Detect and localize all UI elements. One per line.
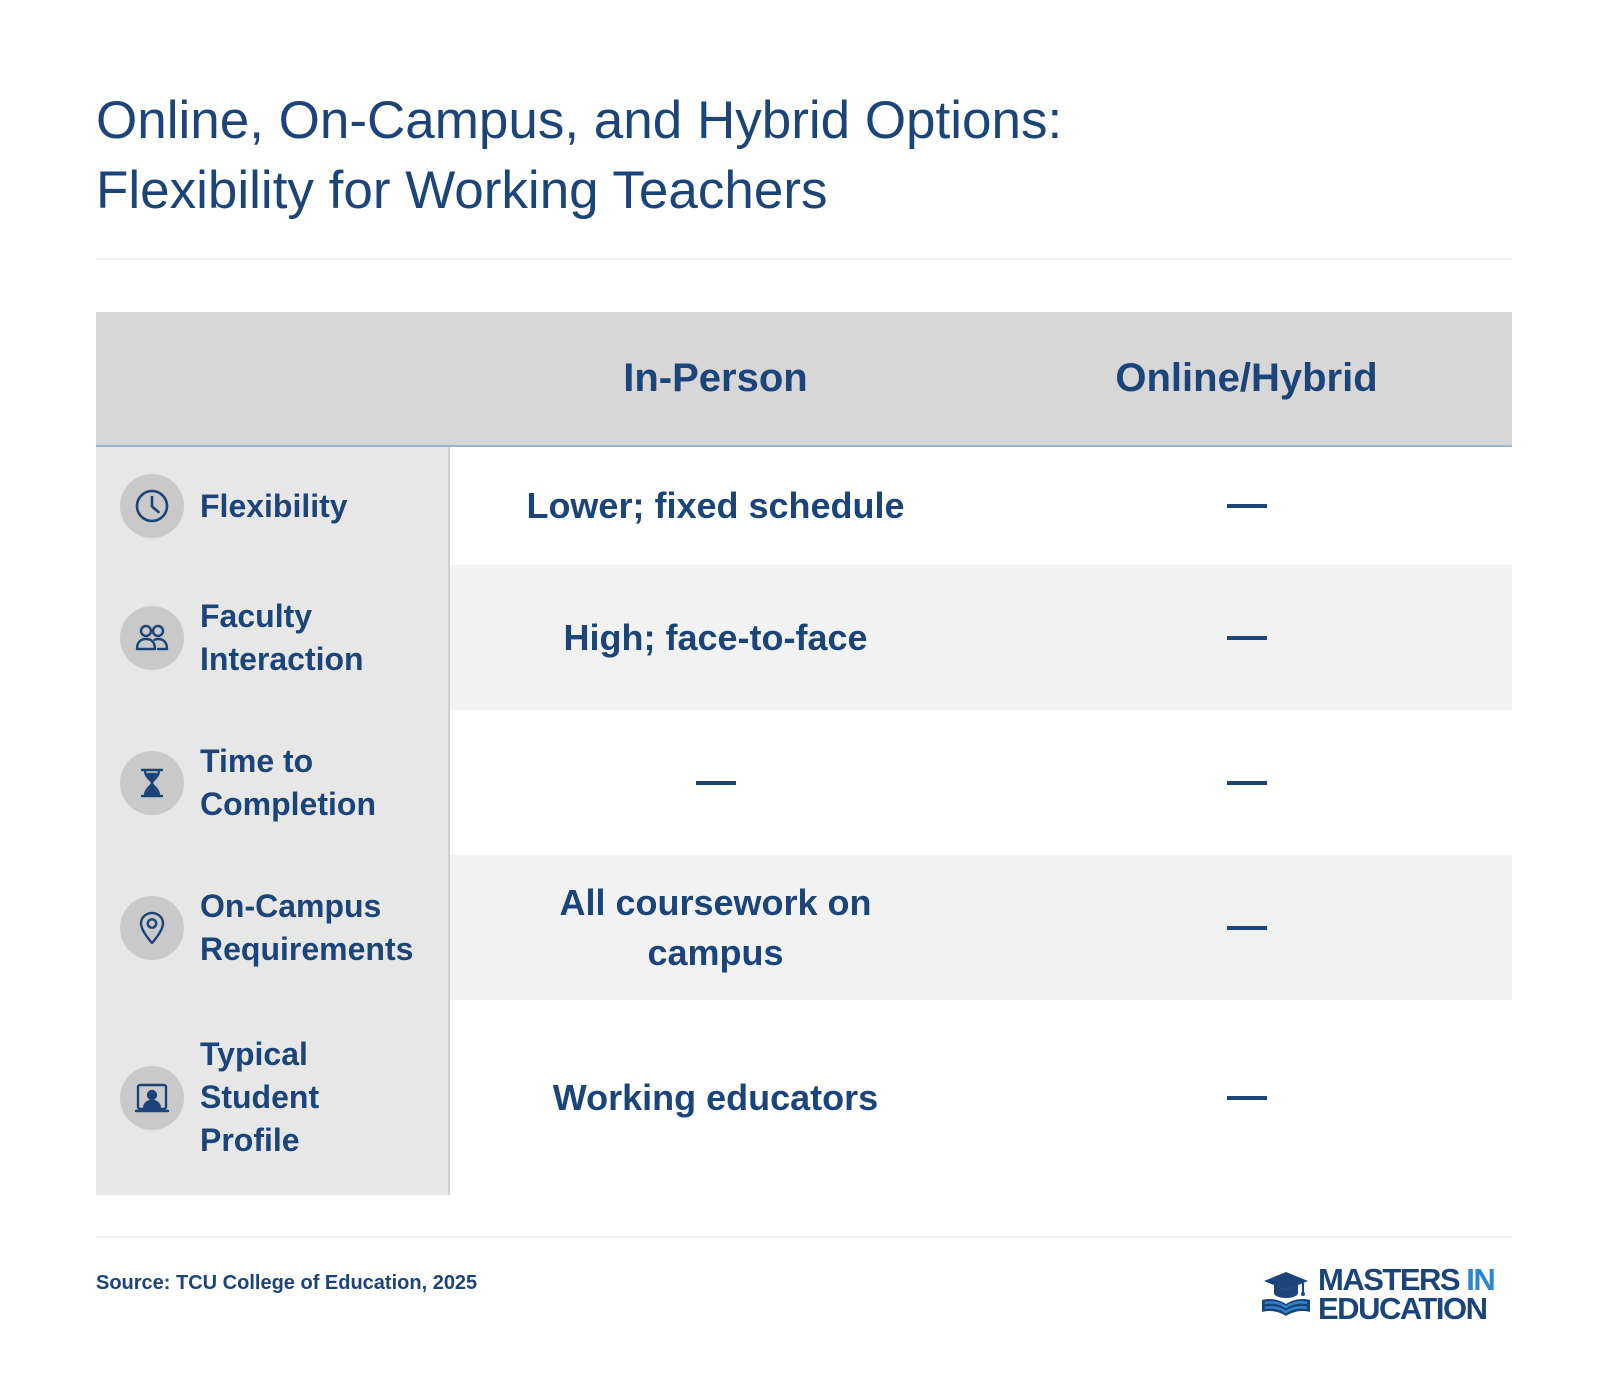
- empty-dash: [1227, 636, 1267, 640]
- cell-in-person: All coursework on campus: [450, 855, 981, 1000]
- empty-dash: [1227, 926, 1267, 930]
- column-header-in-person: In-Person: [623, 356, 808, 400]
- logo-wordmark: [1318, 1262, 1495, 1326]
- table-row: [96, 710, 1512, 855]
- hourglass-icon: [120, 751, 184, 815]
- table-row: [96, 447, 1512, 565]
- table-row: [96, 1000, 1512, 1195]
- row-header-faculty-interaction: [96, 565, 450, 710]
- cell-in-person: Working educators: [450, 1000, 981, 1195]
- table-header: [96, 312, 1512, 447]
- table-body: [96, 447, 1512, 1195]
- table-row: [96, 855, 1512, 1000]
- row-header-time-to-completion: [96, 710, 450, 855]
- row-label: Time to Completion: [200, 742, 376, 822]
- logo-word-education: EDUCATION: [1318, 1291, 1487, 1326]
- cell-online-hybrid: [981, 855, 1512, 1000]
- table-row: [96, 565, 1512, 710]
- title-line-2: Flexibility for Working Teachers: [96, 161, 828, 220]
- row-header-typical-student-profile: [96, 1000, 450, 1195]
- title-line-1: Online, On-Campus, and Hybrid Options:: [96, 91, 1063, 150]
- empty-dash: [696, 781, 736, 785]
- empty-dash: [1227, 781, 1267, 785]
- table-corner: [96, 312, 450, 445]
- bottom-divider: [96, 1236, 1512, 1238]
- student-screen-icon: [120, 1066, 184, 1130]
- cell-in-person: Lower; fixed schedule: [450, 447, 981, 565]
- masters-in-education-logo: [1260, 1264, 1512, 1324]
- row-header-on-campus-requirements: [96, 855, 450, 1000]
- cell-online-hybrid: [981, 565, 1512, 710]
- row-label: Faculty Interaction: [200, 597, 364, 677]
- logo-word-in: IN: [1466, 1262, 1495, 1297]
- row-label: Flexibility: [200, 487, 348, 524]
- top-divider: [96, 258, 1512, 260]
- comparison-table: [96, 312, 1512, 1195]
- page-title: [96, 86, 1416, 226]
- cell-online-hybrid: [981, 710, 1512, 855]
- row-label: On-Campus Requirements: [200, 887, 414, 967]
- source-note: Source: TCU College of Education, 2025: [96, 1272, 478, 1294]
- cell-in-person: [450, 710, 981, 855]
- column-header-online-hybrid: Online/Hybrid: [1115, 356, 1378, 400]
- cell-online-hybrid: [981, 1000, 1512, 1195]
- graduation-cap-book-icon: [1260, 1266, 1312, 1322]
- location-pin-icon: [120, 896, 184, 960]
- empty-dash: [1227, 504, 1267, 508]
- people-icon: [120, 606, 184, 670]
- clock-icon: [120, 474, 184, 538]
- empty-dash: [1227, 1096, 1267, 1100]
- cell-online-hybrid: [981, 447, 1512, 565]
- cell-in-person: High; face-to-face: [450, 565, 981, 710]
- row-header-flexibility: [96, 447, 450, 565]
- logo-word-masters: MASTERS: [1318, 1262, 1460, 1297]
- row-label: Typical Student Profile: [200, 1036, 320, 1158]
